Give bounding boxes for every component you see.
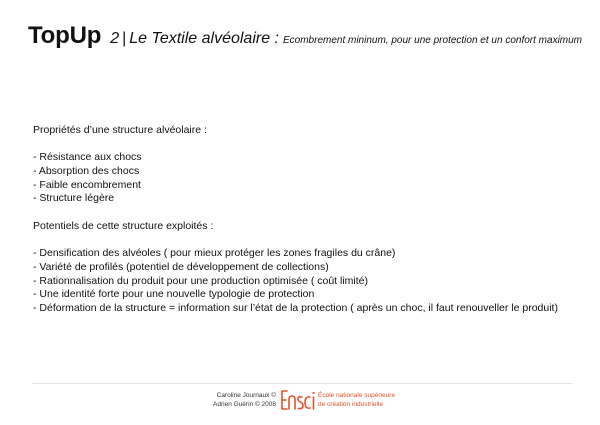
chapter-subtitle: Ecombrement mininum, pour une protection et un confort maximum <box>282 35 583 46</box>
school-name <box>318 392 395 409</box>
list-item: - Variété de profilés (potentiel de développement de collections) <box>33 260 329 273</box>
list-item: - Densification des alvéoles ( pour mieux protéger les zones fragiles du crâne) <box>33 247 396 260</box>
credit-line: Adrien Guérin © 2008 <box>213 401 276 408</box>
list-item: - Faible encombrement <box>33 178 141 191</box>
slide-body <box>33 124 583 316</box>
school-line: École nationale supérieure <box>318 392 395 399</box>
ensci-logo-icon <box>279 387 317 413</box>
chapter-title: Le Textile alvéolaire : <box>129 30 279 47</box>
footer-credits <box>213 391 276 409</box>
list-item: - Déformation de la structure = information sur l’état de la protection ( après un choc, il faut renouveller le produit) <box>33 301 558 314</box>
brand-title: TopUp <box>28 22 102 49</box>
spacer <box>33 234 583 248</box>
list-item: - Absorption des chocs <box>33 165 140 178</box>
spacer <box>33 206 583 220</box>
school-line: de création industrielle <box>318 400 384 408</box>
section-heading-potentials: Potentiels de cette structure exploités : <box>33 219 214 232</box>
slide-header <box>28 22 582 50</box>
footer-divider <box>32 383 572 384</box>
list-item: - Résistance aux chocs <box>33 151 142 164</box>
list-item: - Une identité forte pour une nouvelle typologie de protection <box>33 288 315 301</box>
credit-line: Caroline Journaux © <box>216 392 276 399</box>
section-heading-properties: Propriétés d’une structure alvéolaire : <box>33 124 207 136</box>
chapter-number: 2 <box>110 30 120 47</box>
list-item: - Structure légère <box>33 192 115 205</box>
list-item: - Rationnalisation du produit pour une production optimisée ( coût limité) <box>33 274 369 287</box>
chapter-separator: | <box>122 30 127 47</box>
spacer <box>33 138 583 152</box>
